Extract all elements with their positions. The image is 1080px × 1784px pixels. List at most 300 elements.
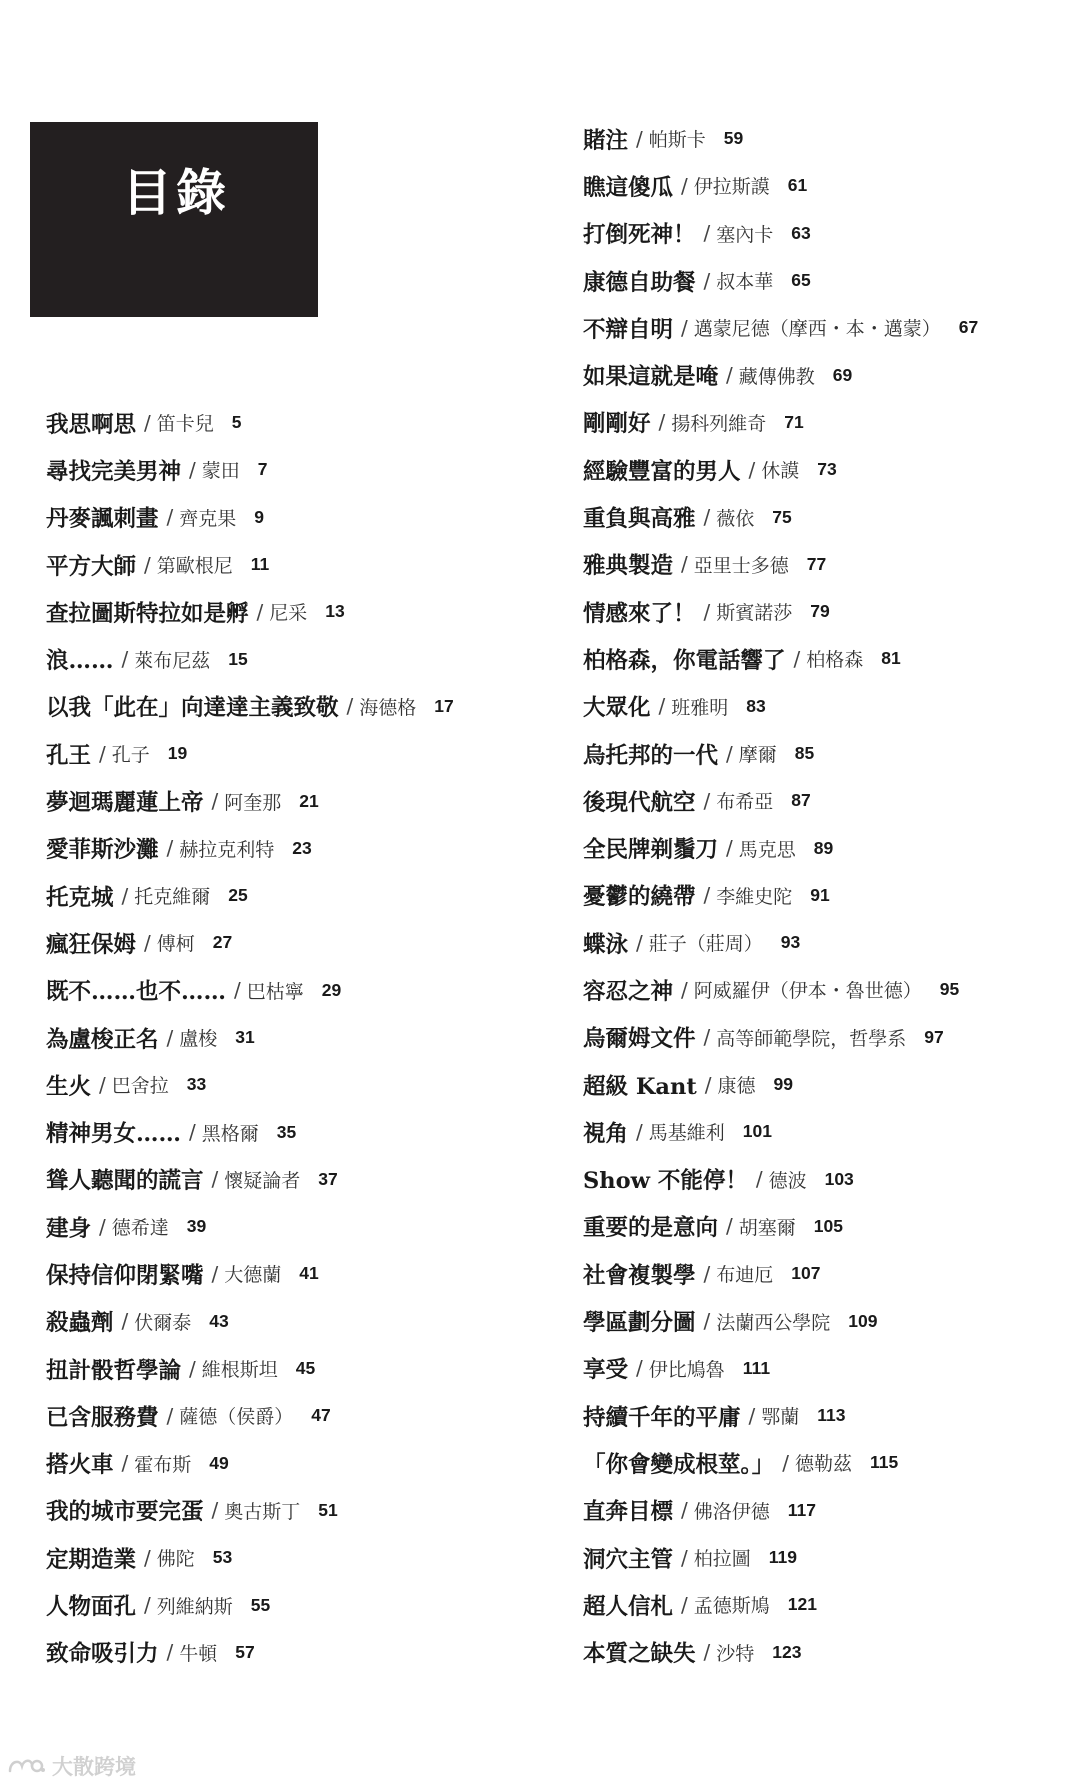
toc-entry — [583, 493, 978, 540]
toc-entry — [583, 541, 978, 588]
entry-separator: / — [748, 457, 756, 482]
entry-title: 容忍之神 — [583, 978, 674, 1005]
toc-entry — [46, 1061, 454, 1108]
entry-separator: / — [166, 505, 174, 530]
entry-author: 帕斯卡 — [648, 129, 706, 152]
entry-separator: / — [704, 1072, 712, 1097]
toc-entry — [46, 399, 454, 446]
toc-entry — [583, 1297, 978, 1344]
toc-column-right — [583, 115, 978, 1676]
entry-page-number: 35 — [276, 1121, 297, 1142]
entry-title: 定期造業 — [46, 1546, 137, 1573]
entry-page-number: 61 — [787, 175, 808, 196]
entry-title: 查拉圖斯特拉如是孵 — [46, 600, 249, 627]
entry-page-number: 59 — [723, 128, 744, 149]
entry-separator: / — [726, 741, 733, 766]
toc-entry — [46, 1014, 454, 1061]
entry-page-number: 21 — [299, 790, 319, 811]
entry-separator: / — [636, 126, 643, 151]
entry-author: 奧古斯丁 — [224, 1500, 301, 1523]
entry-author: 笛卡兒 — [156, 413, 214, 436]
toc-entry — [46, 1581, 454, 1628]
toc-entry — [583, 966, 978, 1013]
entry-separator: / — [703, 505, 711, 530]
entry-author: 尼采 — [269, 602, 308, 625]
toc-entry — [583, 210, 978, 257]
entry-title: 愛菲斯沙灘 — [46, 837, 159, 864]
entry-page-number: 17 — [434, 695, 454, 716]
entry-title: 建身 — [46, 1215, 92, 1242]
entry-page-number: 99 — [773, 1074, 793, 1095]
entry-page-number: 53 — [212, 1547, 233, 1568]
entry-page-number: 11 — [250, 554, 270, 575]
entry-page-number: 29 — [321, 979, 342, 1000]
entry-title: 超級 Kant — [583, 1073, 697, 1100]
entry-page-number: 9 — [254, 506, 265, 527]
entry-author: 休謨 — [761, 460, 800, 483]
toc-entry — [583, 351, 978, 398]
entry-author: 法蘭西公學院 — [716, 1311, 831, 1334]
entry-title: 賭注 — [583, 127, 629, 154]
toc-entry — [46, 967, 454, 1014]
toc-entry — [46, 1392, 454, 1439]
toc-column-left — [46, 399, 454, 1676]
entry-title: 康德自助餐 — [583, 269, 696, 296]
entry-title: 社會複製學 — [583, 1262, 696, 1289]
entry-page-number: 67 — [958, 317, 979, 338]
entry-title: 持續千年的平庸 — [583, 1404, 741, 1431]
entry-page-number: 73 — [817, 459, 837, 480]
entry-author: 托克維爾 — [134, 886, 211, 909]
entry-page-number: 77 — [806, 553, 827, 574]
entry-title: 聳人聽聞的謊言 — [46, 1168, 204, 1195]
entry-title: 為盧梭正名 — [46, 1026, 159, 1053]
entry-separator: / — [211, 789, 219, 814]
entry-author: 德波 — [768, 1169, 807, 1192]
entry-title: 打倒死神！ — [583, 222, 696, 249]
entry-page-number: 97 — [924, 1026, 944, 1047]
entry-page-number: 47 — [311, 1405, 331, 1426]
toc-entry — [583, 1108, 978, 1155]
toc-entry — [46, 1534, 454, 1581]
entry-author: 齊克果 — [179, 507, 237, 530]
entry-separator: / — [703, 599, 711, 624]
entry-title: 本質之缺失 — [583, 1641, 696, 1668]
toc-entry — [583, 824, 978, 871]
entry-author: 馬克思 — [738, 838, 796, 861]
entry-separator: / — [99, 741, 106, 766]
entry-separator: / — [782, 1450, 790, 1475]
toc-entry — [583, 872, 978, 919]
entry-title: 如果這就是唵 — [583, 364, 719, 391]
entry-separator: / — [144, 1545, 151, 1570]
watermark — [6, 1751, 136, 1781]
entry-separator: / — [793, 646, 801, 671]
entry-separator: / — [726, 1214, 733, 1239]
toc-entry — [583, 1487, 978, 1534]
entry-title: 人物面孔 — [46, 1594, 137, 1621]
entry-author: 柏格森 — [806, 649, 864, 672]
toc-entry — [46, 494, 454, 541]
entry-separator: / — [703, 221, 711, 246]
entry-page-number: 101 — [742, 1121, 772, 1142]
entry-page-number: 113 — [817, 1405, 846, 1426]
toc-entry — [583, 1439, 978, 1486]
toc-entry — [46, 1108, 454, 1155]
entry-author: 赫拉克利特 — [179, 838, 275, 861]
entry-separator: / — [748, 1403, 756, 1428]
toc-entry — [583, 683, 978, 730]
entry-separator: / — [658, 410, 666, 435]
entry-page-number: 89 — [813, 837, 834, 858]
entry-page-number: 55 — [250, 1594, 271, 1615]
entry-page-number: 71 — [784, 411, 804, 432]
entry-title: 大眾化 — [583, 695, 651, 722]
entry-separator: / — [681, 1545, 688, 1570]
entry-title: 「你會變成根莖。」 — [583, 1451, 775, 1478]
entry-separator: / — [726, 836, 733, 861]
entry-author: 薇依 — [716, 507, 755, 530]
entry-title: 搭火車 — [46, 1452, 114, 1479]
entry-separator: / — [166, 836, 174, 861]
entry-separator: / — [755, 1167, 763, 1192]
entry-title: 學區劃分圖 — [583, 1310, 696, 1337]
entry-separator: / — [121, 1451, 129, 1476]
entry-author: 邁蒙尼德（摩西・本・邁蒙） — [693, 318, 941, 341]
toc-entry — [583, 115, 978, 162]
entry-title: 已含服務費 — [46, 1404, 159, 1431]
toc-entry — [46, 541, 454, 588]
entry-page-number: 79 — [810, 601, 830, 622]
entry-author: 傅柯 — [156, 933, 195, 956]
entry-author: 伏爾泰 — [134, 1311, 192, 1334]
toc-entry — [46, 683, 454, 730]
entry-author: 孔子 — [111, 744, 150, 767]
entry-separator: / — [121, 647, 129, 672]
entry-separator: / — [681, 173, 688, 198]
entry-title: 致命吸引力 — [46, 1641, 159, 1668]
entry-author: 阿威羅伊（伊本・魯世德） — [693, 980, 922, 1003]
entry-separator: / — [166, 1403, 174, 1428]
entry-author: 維根斯坦 — [201, 1359, 278, 1382]
entry-author: 班雅明 — [671, 696, 729, 719]
entry-page-number: 87 — [791, 790, 811, 811]
entry-page-number: 91 — [810, 884, 830, 905]
entry-title: 憂鬱的繞帶 — [583, 884, 696, 911]
entry-separator: / — [681, 977, 688, 1002]
entry-author: 黑格爾 — [201, 1122, 259, 1145]
entry-page-number: 27 — [212, 932, 233, 953]
entry-author: 莊子（莊周） — [648, 933, 763, 956]
entry-separator: / — [144, 1593, 151, 1618]
toc-entry — [583, 635, 978, 682]
toc-entry — [583, 1534, 978, 1581]
entry-title: 直奔目標 — [583, 1499, 674, 1526]
entry-separator: / — [636, 1356, 643, 1381]
toc-entry — [46, 635, 454, 682]
entry-title: 尋找完美男神 — [46, 458, 182, 485]
entry-page-number: 51 — [318, 1499, 338, 1520]
entry-page-number: 7 — [257, 459, 268, 480]
entry-page-number: 81 — [881, 648, 901, 669]
entry-author: 柏拉圖 — [693, 1548, 751, 1571]
entry-title: 既不……也不…… — [46, 979, 227, 1006]
entry-author: 海德格 — [359, 696, 417, 719]
entry-separator: / — [211, 1498, 219, 1523]
entry-page-number: 45 — [295, 1358, 316, 1379]
entry-author: 德希達 — [111, 1217, 169, 1240]
toc-entry — [583, 1345, 978, 1392]
toc-entry — [46, 919, 454, 966]
entry-title: 扭計骰哲學論 — [46, 1357, 182, 1384]
entry-page-number: 83 — [746, 695, 766, 716]
entry-author: 阿奎那 — [224, 791, 282, 814]
entry-separator: / — [703, 1261, 711, 1286]
toc-entry — [583, 777, 978, 824]
toc-entry — [583, 1156, 978, 1203]
entry-title: 超人信札 — [583, 1593, 674, 1620]
entry-title: 殺蟲劑 — [46, 1310, 114, 1337]
entry-author: 藏傳佛教 — [738, 365, 815, 388]
toc-entry — [46, 872, 454, 919]
entry-title: 享受 — [583, 1357, 629, 1384]
entry-page-number: 95 — [939, 979, 960, 1000]
entry-separator: / — [636, 1119, 643, 1144]
entry-title: 烏爾姆文件 — [583, 1026, 696, 1053]
toc-entry — [583, 1061, 978, 1108]
entry-page-number: 31 — [235, 1027, 255, 1047]
entry-title: 孔王 — [46, 742, 92, 769]
toc-entry — [46, 588, 454, 635]
entry-author: 斯賓諾莎 — [716, 602, 793, 625]
entry-title: 以我「此在」向達達主義致敬 — [46, 695, 339, 722]
entry-separator: / — [144, 552, 151, 577]
entry-page-number: 69 — [832, 364, 853, 385]
entry-page-number: 115 — [870, 1452, 899, 1473]
entry-page-number: 119 — [768, 1547, 798, 1568]
entry-title: 瞧這傻瓜 — [583, 174, 674, 201]
entry-separator: / — [189, 457, 196, 482]
entry-page-number: 121 — [787, 1594, 817, 1615]
entry-separator: / — [234, 978, 241, 1003]
toc-entry — [46, 1487, 454, 1534]
entry-page-number: 13 — [325, 601, 345, 622]
entry-separator: / — [121, 1309, 129, 1334]
entry-title: 浪…… — [46, 648, 114, 675]
title-box — [30, 122, 318, 317]
entry-author: 第歐根尼 — [156, 555, 233, 578]
entry-title: Show 不能停！ — [583, 1168, 748, 1195]
entry-separator: / — [99, 1214, 106, 1239]
watermark-text: 大散跨境 — [52, 1755, 136, 1779]
entry-page-number: 85 — [794, 743, 815, 763]
entry-page-number: 57 — [235, 1641, 255, 1662]
entry-author: 牛頓 — [179, 1642, 218, 1665]
entry-separator: / — [703, 1025, 711, 1050]
toc-entry — [46, 825, 454, 872]
entry-author: 馬基維利 — [648, 1122, 725, 1145]
entry-separator: / — [703, 268, 711, 293]
entry-separator: / — [346, 694, 354, 719]
entry-page-number: 93 — [780, 932, 801, 953]
entry-author: 孟德斯鳩 — [693, 1595, 770, 1618]
entry-author: 薩德（侯爵） — [179, 1406, 294, 1429]
entry-separator: / — [166, 1640, 174, 1665]
entry-title: 生火 — [46, 1073, 92, 1100]
entry-page-number: 33 — [186, 1074, 207, 1095]
toc-entry — [583, 1250, 978, 1297]
entry-separator: / — [211, 1261, 219, 1286]
entry-page-number: 65 — [791, 270, 811, 291]
toc-entry — [583, 1203, 978, 1250]
toc-entry — [583, 257, 978, 304]
entry-page-number: 103 — [824, 1168, 854, 1189]
entry-separator: / — [189, 1120, 196, 1145]
toc-entry — [583, 446, 978, 493]
entry-author: 揚科列維奇 — [671, 412, 767, 435]
toc-entry — [46, 1203, 454, 1250]
toc-entry — [46, 777, 454, 824]
entry-author: 列維納斯 — [156, 1595, 233, 1618]
toc-entry — [583, 730, 978, 777]
toc-entry — [583, 1581, 978, 1628]
entry-title: 後現代航空 — [583, 789, 696, 816]
entry-author: 李維史陀 — [716, 885, 793, 908]
entry-author: 鄂蘭 — [761, 1406, 800, 1429]
entry-author: 伊拉斯謨 — [693, 176, 770, 199]
entry-author: 佛陀 — [156, 1548, 195, 1571]
entry-title: 視角 — [583, 1120, 629, 1147]
entry-title: 我的城市要完蛋 — [46, 1499, 204, 1526]
toc-entry — [46, 1440, 454, 1487]
entry-separator: / — [121, 883, 129, 908]
entry-separator: / — [211, 1167, 219, 1192]
entry-page-number: 43 — [209, 1310, 229, 1331]
entry-page-number: 123 — [772, 1641, 802, 1662]
entry-separator: / — [681, 552, 688, 577]
entry-title: 洞穴主管 — [583, 1546, 674, 1573]
entry-title: 剛剛好 — [583, 411, 651, 438]
toc-entry — [46, 1250, 454, 1297]
entry-title: 經驗豐富的男人 — [583, 458, 741, 485]
entry-separator: / — [189, 1356, 196, 1381]
entry-page-number: 15 — [228, 648, 248, 669]
entry-separator: / — [681, 315, 688, 340]
toc-entry — [583, 919, 978, 966]
entry-author: 懷疑論者 — [224, 1169, 301, 1192]
page-title: 目錄 — [122, 164, 230, 222]
entry-title: 蝶泳 — [583, 931, 629, 958]
entry-page-number: 23 — [292, 837, 312, 858]
toc-entry — [46, 1629, 454, 1676]
entry-author: 巴枯寧 — [246, 980, 304, 1003]
toc-entry — [583, 304, 978, 351]
entry-author: 萊布尼茲 — [134, 649, 211, 672]
entry-author: 巴舍拉 — [111, 1075, 169, 1098]
entry-page-number: 39 — [186, 1216, 207, 1237]
toc-entry — [46, 1156, 454, 1203]
entry-title: 我思啊思 — [46, 411, 137, 438]
entry-separator: / — [166, 1025, 174, 1050]
toc-entry — [46, 1298, 454, 1345]
entry-separator: / — [681, 1592, 688, 1617]
toc-entry — [583, 1014, 978, 1061]
entry-author: 霍布斯 — [134, 1453, 192, 1476]
entry-title: 柏格森，你電話響了 — [583, 647, 786, 674]
toc-entry — [583, 1392, 978, 1439]
entry-page-number: 49 — [209, 1452, 229, 1473]
entry-title: 瘋狂保姆 — [46, 931, 137, 958]
entry-author: 塞內卡 — [716, 223, 774, 246]
entry-title: 重要的是意向 — [583, 1215, 719, 1242]
entry-author: 布迪厄 — [716, 1264, 774, 1287]
entry-title: 烏托邦的一代 — [583, 742, 719, 769]
entry-separator: / — [658, 694, 666, 719]
entry-author: 叔本華 — [716, 271, 774, 294]
entry-separator: / — [99, 1072, 106, 1097]
entry-author: 胡塞爾 — [738, 1216, 796, 1239]
entry-page-number: 107 — [791, 1263, 821, 1284]
entry-author: 伊比鳩魯 — [648, 1358, 725, 1381]
entry-separator: / — [681, 1498, 688, 1523]
entry-page-number: 63 — [791, 222, 811, 243]
entry-title: 丹麥諷刺畫 — [46, 506, 159, 533]
toc-entry — [583, 162, 978, 209]
entry-title: 托克城 — [46, 884, 114, 911]
entry-title: 全民牌剃鬚刀 — [583, 837, 719, 864]
entry-separator: / — [703, 1640, 711, 1665]
toc-entry — [46, 730, 454, 777]
entry-author: 盧梭 — [179, 1028, 218, 1050]
entry-page-number: 19 — [167, 743, 188, 764]
entry-author: 康德 — [717, 1075, 756, 1098]
entry-separator: / — [703, 883, 711, 908]
entry-separator: / — [144, 410, 151, 435]
entry-title: 不辯自明 — [583, 316, 674, 343]
entry-title: 夢迴瑪麗蓮上帝 — [46, 790, 204, 817]
entry-separator: / — [636, 930, 643, 955]
entry-page-number: 109 — [848, 1310, 878, 1331]
entry-page-number: 5 — [231, 412, 242, 433]
toc-entry — [46, 446, 454, 493]
entry-title: 重負與高雅 — [583, 506, 696, 533]
toc-entry — [583, 1629, 978, 1676]
entry-separator: / — [256, 599, 264, 624]
entry-page-number: 75 — [772, 506, 792, 527]
entry-page-number: 41 — [299, 1263, 319, 1284]
entry-title: 情感來了！ — [583, 600, 696, 627]
toc-entry — [46, 1345, 454, 1392]
entry-author: 佛洛伊德 — [693, 1500, 770, 1523]
entry-author: 高等師範學院，哲學系 — [716, 1027, 907, 1050]
entry-author: 沙特 — [716, 1642, 755, 1665]
entry-title: 雅典製造 — [583, 553, 674, 580]
entry-page-number: 105 — [813, 1215, 843, 1236]
entry-separator: / — [703, 1309, 711, 1334]
entry-separator: / — [703, 788, 711, 813]
entry-page-number: 37 — [318, 1168, 338, 1189]
entry-author: 布希亞 — [716, 791, 774, 814]
entry-author: 大德蘭 — [224, 1264, 282, 1287]
entry-page-number: 25 — [228, 885, 248, 906]
logo-icon — [6, 1755, 46, 1777]
entry-title: 保持信仰閉緊嘴 — [46, 1262, 204, 1289]
entry-title: 精神男女…… — [46, 1121, 182, 1148]
entry-title: 平方大師 — [46, 553, 137, 580]
entry-page-number: 117 — [787, 1499, 817, 1520]
toc-entry — [583, 399, 978, 446]
entry-author: 德勒茲 — [795, 1453, 853, 1476]
